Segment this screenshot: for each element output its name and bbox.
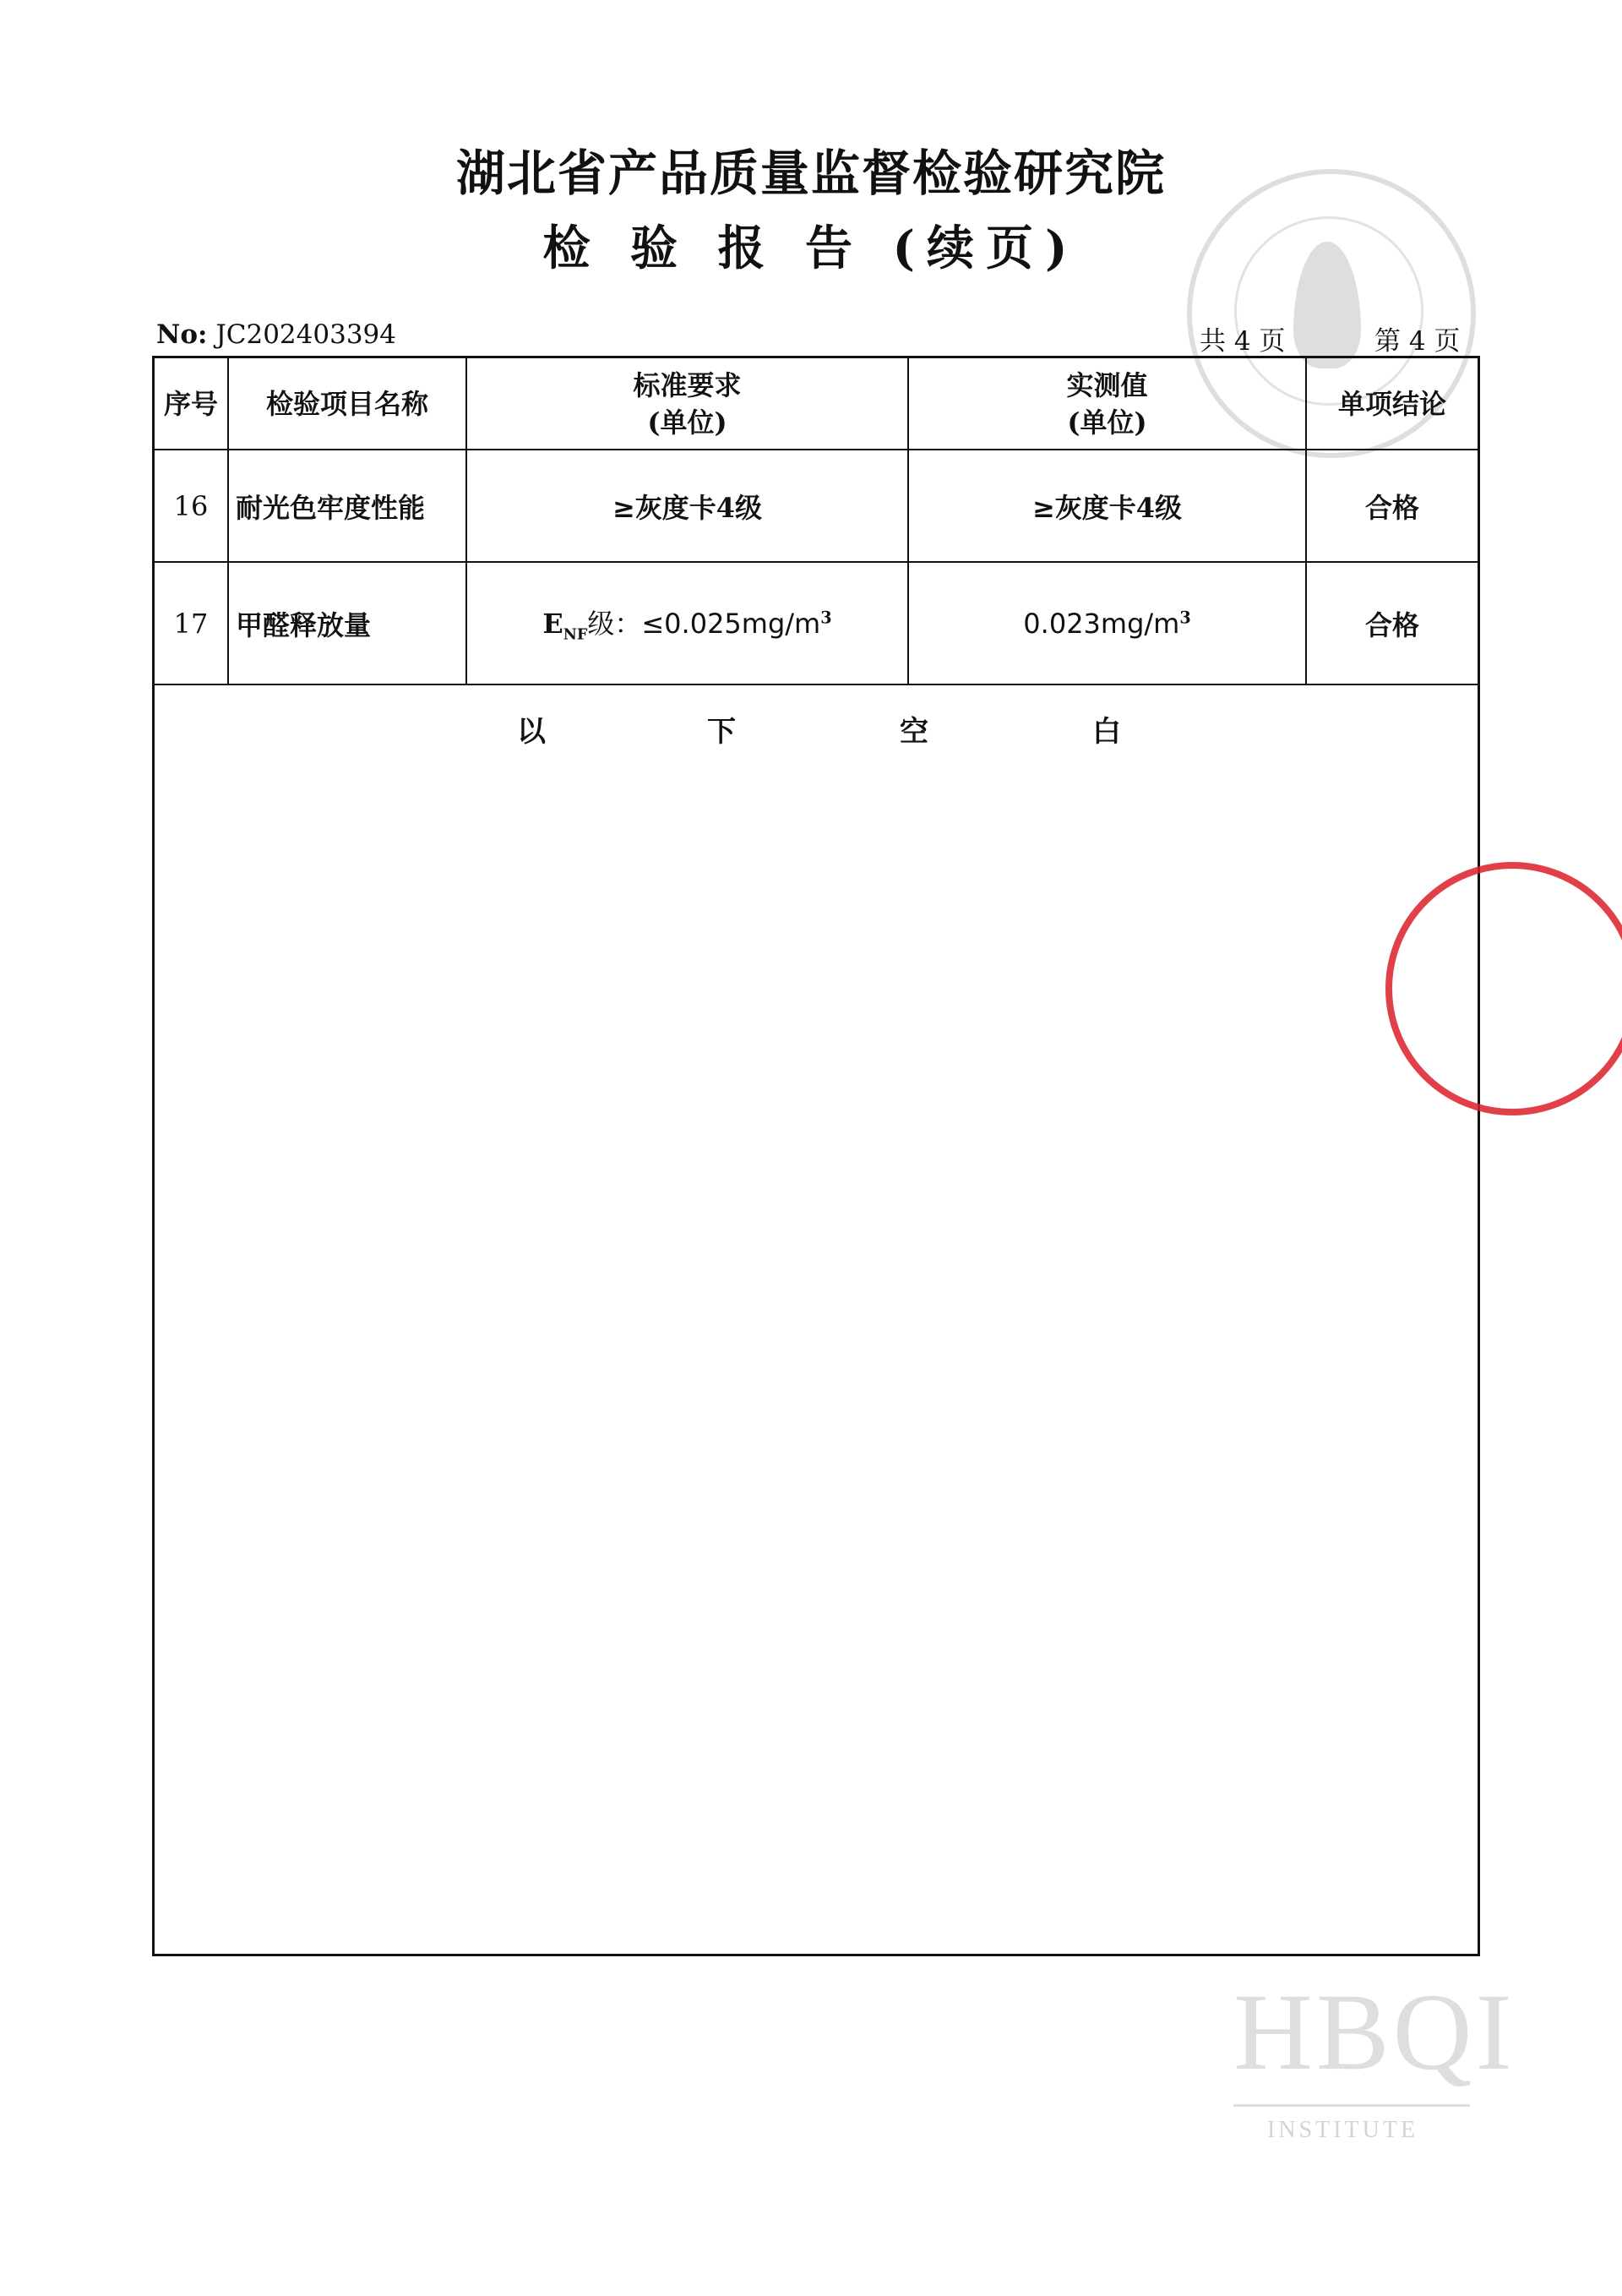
row-measured: ≥灰度卡4级	[908, 450, 1306, 562]
watermark-divider	[1233, 2104, 1470, 2107]
table-row	[155, 562, 1478, 684]
header-measured	[908, 358, 1306, 450]
row-standard	[466, 562, 908, 684]
standard-prefix: E	[542, 608, 563, 641]
header-seq: 序号	[155, 358, 228, 450]
report-number-value: JC202403394	[215, 319, 396, 350]
row-seq: 16	[155, 450, 228, 562]
blank-marker-char: 下	[707, 715, 736, 749]
row-standard: ≥灰度卡4级	[466, 450, 908, 562]
header-item: 检验项目名称	[228, 358, 466, 450]
row-seq: 17	[155, 562, 228, 684]
header-measured-unit: (单位)	[1067, 406, 1147, 439]
report-number	[156, 319, 396, 350]
standard-value: 级：≤0.025mg/m	[587, 608, 821, 641]
row-measured	[908, 562, 1306, 684]
blank-marker-char: 白	[1092, 715, 1121, 749]
blank-marker-char: 以	[517, 715, 546, 749]
current-page: 第 4 页	[1374, 326, 1461, 357]
row-item: 甲醛释放量	[228, 562, 466, 684]
results-table	[155, 358, 1478, 685]
table-row	[155, 450, 1478, 562]
header-standard-label: 标准要求	[633, 368, 742, 401]
table-header-row	[155, 358, 1478, 450]
standard-superscript: 3	[820, 608, 832, 628]
red-seal-stamp	[1385, 862, 1622, 1115]
header-standard-unit: (单位)	[647, 406, 727, 439]
hbqi-watermark-logo: HBQI	[1233, 1972, 1516, 2093]
hbqi-watermark-subtitle: INSTITUTE	[1267, 2117, 1419, 2143]
header-conclusion: 单项结论	[1306, 358, 1478, 450]
report-number-label: No:	[156, 319, 208, 350]
header-measured-label: 实测值	[1066, 368, 1148, 401]
measured-value: 0.023mg/m	[1023, 607, 1180, 640]
institute-title: 湖北省产品质量监督检验研究院	[455, 145, 1166, 202]
blank-marker-char: 空	[900, 715, 928, 749]
total-pages: 共 4 页	[1200, 326, 1286, 357]
report-title: 检 验 报 告 (续页)	[542, 221, 1080, 276]
report-sheet	[152, 356, 1480, 1956]
row-item: 耐光色牢度性能	[228, 450, 466, 562]
standard-subscript: NF	[563, 625, 588, 644]
row-conclusion: 合格	[1306, 562, 1478, 684]
header-standard	[466, 358, 908, 450]
row-conclusion: 合格	[1306, 450, 1478, 562]
measured-superscript: 3	[1179, 607, 1191, 627]
